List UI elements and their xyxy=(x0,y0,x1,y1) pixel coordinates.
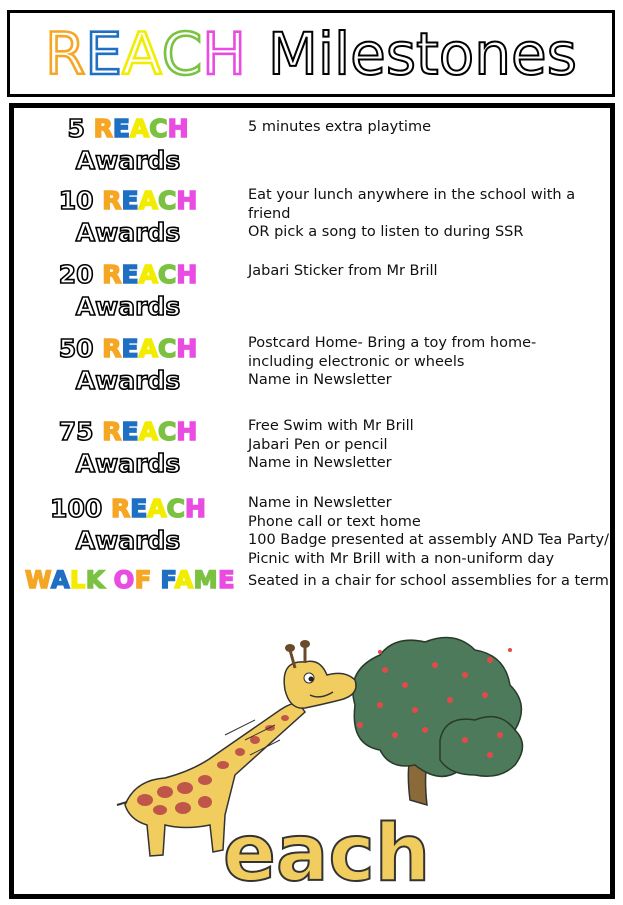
title-milestones-word: Milestones xyxy=(267,19,577,88)
walk-letter: A xyxy=(174,566,194,594)
milestone-label: Awards xyxy=(75,292,181,321)
reward-line: Eat your lunch anywhere in the school with a xyxy=(248,187,576,203)
milestone-label: Awards xyxy=(75,218,181,247)
reach-letter: A xyxy=(129,114,150,143)
reach-letter: C xyxy=(157,334,177,363)
reach-letter: R xyxy=(102,186,122,215)
walk-letter: M xyxy=(193,566,219,594)
reward-line: Name in Newsletter xyxy=(248,372,392,388)
reach-letter: E xyxy=(121,334,139,363)
walk-letter: L xyxy=(70,566,86,594)
reach-letter: R xyxy=(110,494,131,523)
milestone-count: 10 xyxy=(58,186,94,215)
title-letter: H xyxy=(202,19,246,88)
walk-letter: O xyxy=(113,566,135,594)
reach-letter: H xyxy=(176,417,198,446)
reach-letter: E xyxy=(121,417,139,446)
reward-line: Postcard Home- Bring a toy from home- xyxy=(248,335,537,351)
reward-line: Seated in a chair for school assemblies for a term xyxy=(248,573,609,589)
reach-letter: H xyxy=(176,334,198,363)
logo-each-text: each xyxy=(223,809,431,890)
walk-letter: K xyxy=(85,566,105,594)
reach-letter: C xyxy=(157,186,177,215)
reward-line: Phone call or text home xyxy=(248,513,421,530)
milestone-rewards xyxy=(248,186,608,242)
title-banner xyxy=(7,10,615,97)
reach-letter: C xyxy=(166,494,186,523)
milestone-rewards xyxy=(248,572,608,591)
reach-letter: A xyxy=(138,417,158,446)
walk-letter: W xyxy=(25,566,51,594)
milestone-heading xyxy=(14,494,242,558)
milestone-label: Awards xyxy=(75,526,181,555)
reach-letter: C xyxy=(149,114,168,143)
milestone-label: Awards xyxy=(75,449,181,478)
reward-line: Free Swim with Mr Brill xyxy=(248,418,414,434)
milestone-heading xyxy=(14,417,242,481)
reach-letter: E xyxy=(130,494,148,523)
reward-line: friend xyxy=(248,205,291,222)
reach-letter: H xyxy=(167,114,189,143)
milestones-panel xyxy=(9,103,615,899)
page-title xyxy=(45,19,577,88)
reach-letter: C xyxy=(157,260,177,289)
walk-of-fame-heading xyxy=(14,566,246,594)
walk-letter: F xyxy=(160,566,175,594)
reward-line: Name in Newsletter xyxy=(248,495,392,511)
milestone-rewards xyxy=(248,118,608,137)
title-letter: E xyxy=(85,19,123,88)
milestone-heading xyxy=(14,114,242,178)
title-letter: R xyxy=(45,19,86,88)
reach-letter: E xyxy=(121,260,139,289)
reach-letter: R xyxy=(102,260,122,289)
reach-letter: A xyxy=(138,334,158,363)
reach-letter: H xyxy=(185,494,206,523)
reach-letter: R xyxy=(102,334,122,363)
reach-letter: E xyxy=(112,114,130,143)
reach-letter: R xyxy=(93,114,113,143)
title-reach-word xyxy=(45,19,246,88)
reach-letter: E xyxy=(121,186,139,215)
milestone-count: 75 xyxy=(58,417,94,446)
title-letter: A xyxy=(122,19,162,88)
milestone-rewards xyxy=(248,262,608,281)
milestone-heading xyxy=(14,334,242,398)
milestone-label: Awards xyxy=(75,146,181,175)
milestone-count: 5 xyxy=(67,114,85,143)
reward-line: including electronic or wheels xyxy=(248,353,465,370)
reward-line: Jabari Sticker from Mr Brill xyxy=(248,263,438,279)
reach-letter: A xyxy=(147,494,167,523)
milestone-count: 50 xyxy=(58,334,94,363)
title-letter: C xyxy=(161,19,203,88)
reach-letter: C xyxy=(157,417,177,446)
reward-line: 5 minutes extra playtime xyxy=(248,119,431,135)
reach-giraffe-logo xyxy=(105,630,555,890)
reach-letter: A xyxy=(138,260,158,289)
reach-letter: H xyxy=(176,186,198,215)
reach-letter: A xyxy=(138,186,158,215)
tree-icon xyxy=(353,638,523,806)
milestone-rewards xyxy=(248,334,608,390)
milestone-count: 100 xyxy=(50,494,103,523)
walk-letter: A xyxy=(50,566,71,594)
reach-letter: R xyxy=(102,417,122,446)
walk-letter: E xyxy=(218,566,235,594)
reward-line: Name in Newsletter xyxy=(248,455,392,471)
milestone-rewards xyxy=(248,494,608,568)
walk-letter: F xyxy=(134,566,152,594)
reward-line: 100 Badge presented at assembly AND Tea Party/ xyxy=(248,532,609,548)
reward-line: OR pick a song to listen to during SSR xyxy=(248,224,524,240)
milestone-rewards xyxy=(248,417,608,473)
reward-line: Jabari Pen or pencil xyxy=(248,436,388,453)
milestone-heading xyxy=(14,260,242,324)
milestone-heading xyxy=(14,186,242,250)
milestone-label: Awards xyxy=(75,366,181,395)
reward-line: Picnic with Mr Brill with a non-uniform day xyxy=(248,550,555,567)
milestone-count: 20 xyxy=(58,260,94,289)
reach-letter: H xyxy=(176,260,198,289)
